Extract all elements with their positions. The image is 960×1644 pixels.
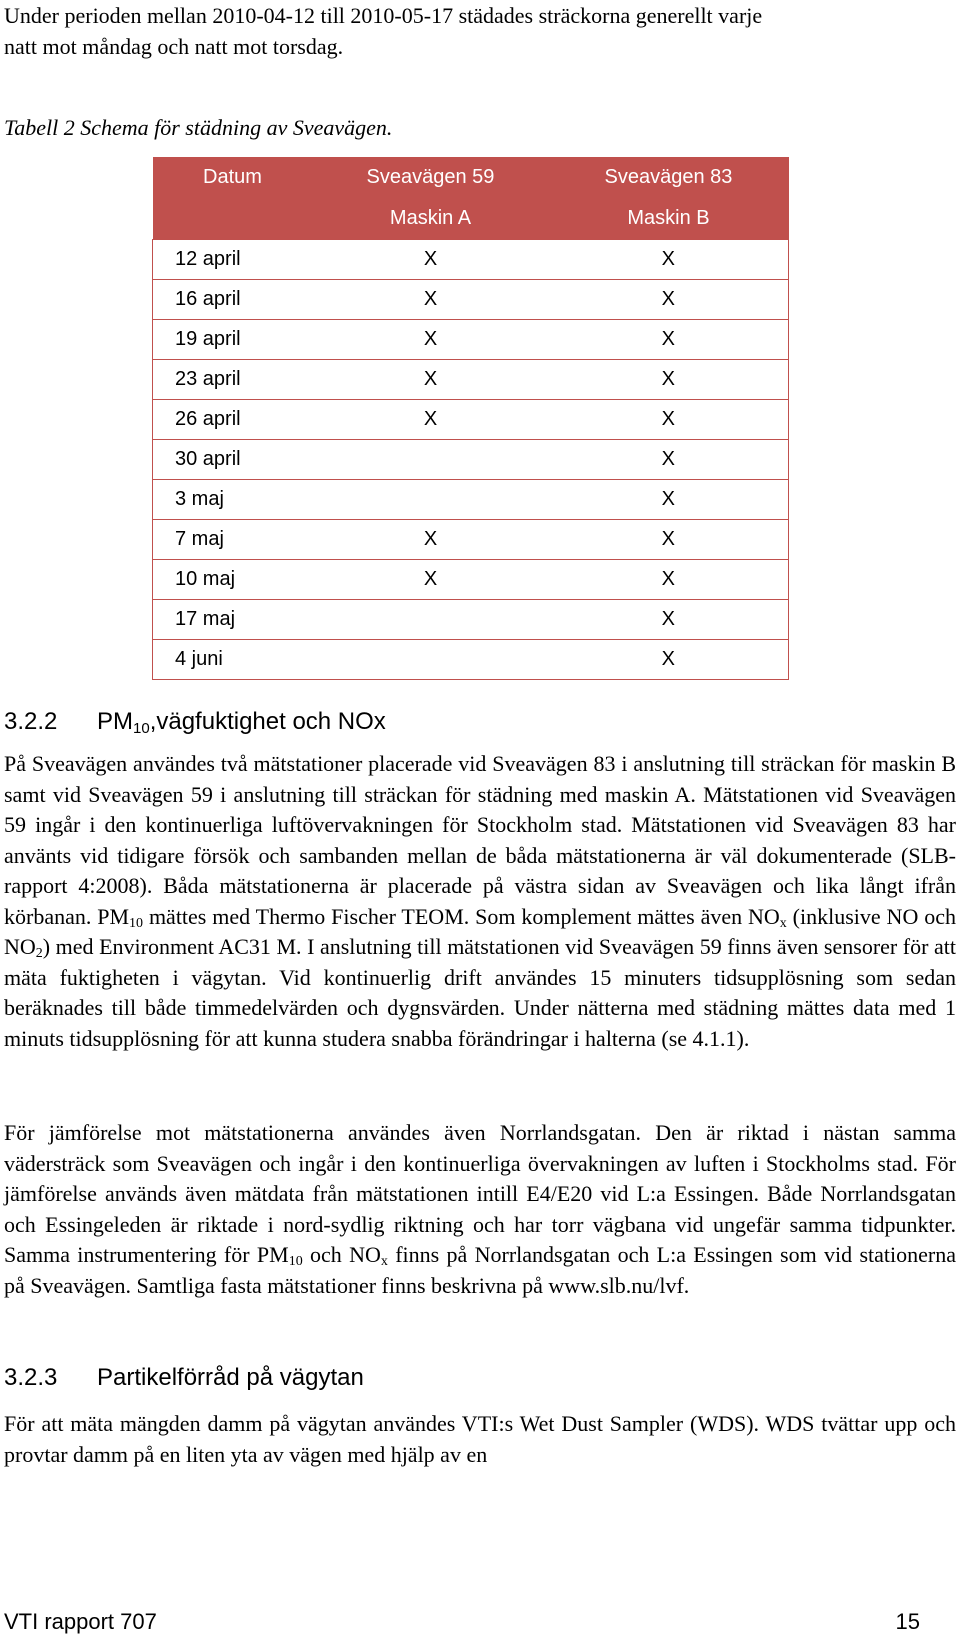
row-maskin-a [313, 440, 549, 480]
footer-page-number: 15 [895, 1609, 920, 1634]
text-run: mättes med Thermo Fischer TEOM. Som komplement mättes även NO [143, 903, 780, 929]
section-title-post: ,vägfuktighet och NOx [149, 708, 386, 735]
table-row [153, 440, 789, 480]
table-row [153, 480, 789, 520]
header-date: Datum [153, 157, 313, 198]
subscript: 2 [35, 946, 43, 961]
section-heading-3-2-3 [4, 1364, 364, 1392]
row-maskin-b: X [549, 240, 789, 280]
subscript: x [779, 915, 787, 931]
table-row [153, 240, 789, 280]
row-date: 16 april [153, 280, 313, 320]
row-date: 23 april [153, 360, 313, 400]
row-maskin-b: X [549, 360, 789, 400]
paragraph-dust-sampler: För att mäta mängden damm på vägytan användes VTI:s Wet Dust Sampler (WDS). WDS tvättar upp och provtar damm på en liten yta av vägen med hjälp av en [4, 1411, 956, 1467]
row-maskin-b: X [549, 440, 789, 480]
footer-report-name: VTI rapport 707 [4, 1609, 157, 1634]
row-maskin-b: X [549, 320, 789, 360]
text-run: ) med Environment AC31 M. I anslutning till mätstationen vid Sveavägen 59 finns även sensorer för att mäta fuktigheten i vägytan. Vid kontinuerlig drift användes 15 minuters tidsupplösning som sedan beräknades till både timmedelvärden och dygnsvärden. Under nätterna med städning mättes data med 1 minuts tidsupplösning för att kunna studera snabba förändringar i halterna (se 4.1.1). [4, 934, 956, 1051]
row-date: 10 maj [153, 560, 313, 600]
section-title-pre: PM [97, 708, 133, 735]
intro-line-1: Under perioden mellan 2010-04-12 till 2010-05-17 städades sträckorna generellt varje [4, 3, 763, 28]
subscript: 10 [129, 915, 144, 931]
row-maskin-a [313, 600, 549, 640]
text-run: (inklusive NO och NO [4, 903, 956, 959]
cleaning-schedule-table [152, 157, 789, 680]
row-maskin-a: X [313, 240, 549, 280]
row-date: 12 april [153, 240, 313, 280]
table-row [153, 320, 789, 360]
header-blank [153, 198, 313, 240]
row-maskin-b: X [549, 520, 789, 560]
table-row [153, 560, 789, 600]
section-number: 3.2.3 [4, 1364, 58, 1391]
table-row [153, 400, 789, 440]
intro-paragraph [4, 0, 954, 62]
section-heading-3-2-2 [4, 708, 386, 737]
row-maskin-a: X [313, 320, 549, 360]
table-row [153, 640, 789, 680]
row-date: 17 maj [153, 600, 313, 640]
text-run: och NO [302, 1242, 381, 1267]
row-maskin-b: X [549, 560, 789, 600]
section-number: 3.2.2 [4, 708, 58, 735]
text-run: På Sveavägen användes två mätstationer placerade vid Sveavägen 83 i anslutning till sträckan för maskin B samt vid Sveavägen 59 i anslutning till sträckan för städning med maskin A. Mätstationen vid Sveavägen 59 ingår i den kontinuerliga luftövervakningen för Stockholm stad. Mätstationen vid Sveavägen 83 har använts vid tidigare försök och sambanden mellan de båda mätstationerna är väl dokumenterade (SLB-rapport 4:2008). Båda mätstationerna är placerade på västra sidan av Sveavägen och lika långt ifrån körbanan. PM [4, 751, 956, 929]
row-date: 4 juni [153, 640, 313, 680]
row-maskin-a [313, 640, 549, 680]
paragraph-stations [4, 749, 956, 1054]
table-row [153, 520, 789, 560]
header-maskin-a: Maskin A [313, 198, 549, 240]
section-title-sub: 10 [133, 720, 150, 737]
row-maskin-a: X [313, 360, 549, 400]
row-maskin-a [313, 480, 549, 520]
section-title: Partikelförråd på vägytan [97, 1364, 364, 1391]
row-maskin-a: X [313, 400, 549, 440]
row-maskin-b: X [549, 640, 789, 680]
text-run: För jämförelse mot mätstationerna användes även Norrlandsgatan. Den är riktad i nästan samma vädersträck som Sveavägen och ingår i den kontinuerliga övervakningen av luften i Stockholms stad. För jämförelse används även mätdata från mätstationen intill E4/E20 vid L:a Essingen. Både Norrlandsgatan och Essingeleden är riktade i nord-sydlig riktning och har torr vägbana vid ungefär samma tidpunkter. Samma instrumentering för PM [4, 1120, 956, 1267]
paragraph-comparison [4, 1118, 956, 1301]
text-run: finns på Norrlandsgatan och L:a Essingen som vid stationerna på Sveavägen. Samtliga fasta mätstationer finns beskrivna på www.slb.nu/lvf. [4, 1242, 956, 1298]
header-sveavagen-59: Sveavägen 59 [313, 157, 549, 198]
row-date: 30 april [153, 440, 313, 480]
table-row [153, 280, 789, 320]
row-date: 3 maj [153, 480, 313, 520]
row-maskin-b: X [549, 600, 789, 640]
intro-line-2: natt mot måndag och natt mot torsdag. [4, 34, 344, 59]
row-maskin-a: X [313, 520, 549, 560]
subscript: x [380, 1254, 388, 1269]
row-date: 26 april [153, 400, 313, 440]
row-date: 19 april [153, 320, 313, 360]
header-maskin-b: Maskin B [549, 198, 789, 240]
row-maskin-b: X [549, 280, 789, 320]
row-maskin-b: X [549, 400, 789, 440]
table-row [153, 600, 789, 640]
subscript: 10 [288, 1254, 303, 1269]
schedule-body [153, 240, 789, 680]
row-maskin-a: X [313, 560, 549, 600]
table-row [153, 360, 789, 400]
row-maskin-b: X [549, 480, 789, 520]
table-caption: Tabell 2 Schema för städning av Sveavägen. [4, 115, 393, 140]
header-sveavagen-83: Sveavägen 83 [549, 157, 789, 198]
row-maskin-a: X [313, 280, 549, 320]
row-date: 7 maj [153, 520, 313, 560]
